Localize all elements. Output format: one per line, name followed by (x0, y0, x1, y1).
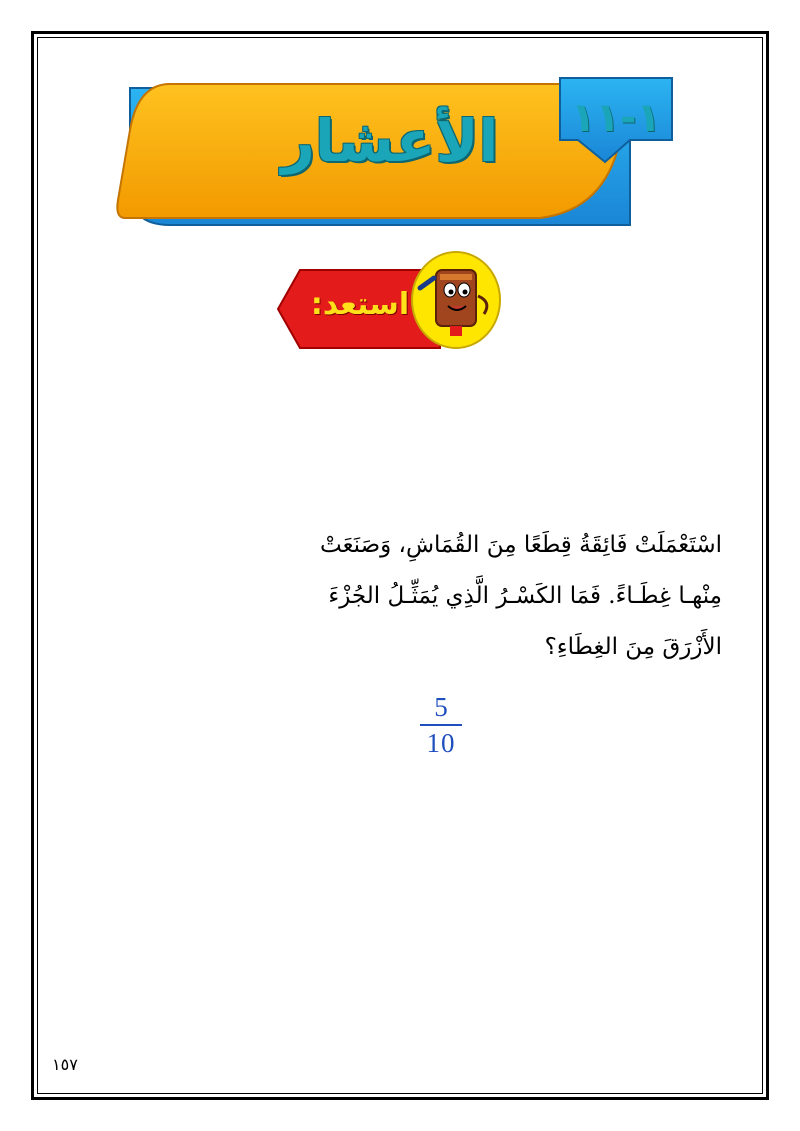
page-number: ١٥٧ (52, 1055, 78, 1074)
ready-badge (270, 248, 510, 358)
question-line: الأَزْرَقَ مِنَ الغِطَاءِ؟ (544, 634, 722, 660)
question-line: اسْتَعْمَلَتْ فَائِقَةُ قِطَعًا مِنَ القُمَاشِ، وَصَنَعَتْ (319, 532, 722, 558)
fraction-bar (420, 724, 462, 726)
question-line: مِنْهـا غِطَـاءً. فَمَا الكَسْـرُ الَّذِي يُمَثِّـلُ الجُزْءَ (328, 583, 722, 609)
book-mascot-icon (412, 252, 500, 348)
lesson-title: الأعشار (281, 107, 499, 175)
question-text (290, 520, 722, 673)
ready-label: استعد: (310, 287, 410, 322)
answer-fraction (418, 692, 464, 758)
fraction-denominator: 10 (426, 728, 456, 758)
fraction-numerator: 5 (434, 692, 448, 722)
lesson-banner (100, 70, 690, 240)
lesson-number: ١-١١ (571, 95, 661, 141)
